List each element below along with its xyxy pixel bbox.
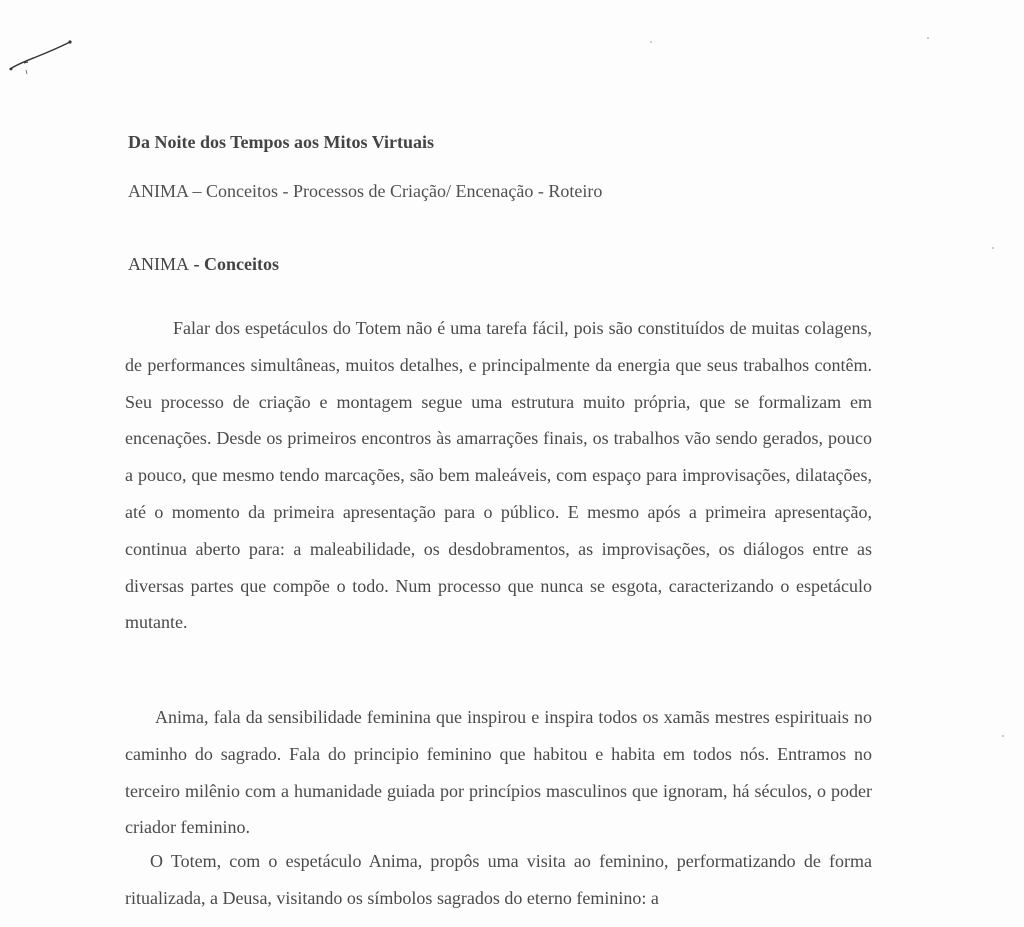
section-heading-suffix: - Conceitos	[189, 254, 279, 274]
scan-speck	[650, 41, 652, 43]
scan-speck	[992, 247, 994, 249]
section-heading	[128, 254, 279, 275]
document-title: Da Noite dos Tempos aos Mitos Virtuais	[128, 132, 435, 152]
body-paragraph: Anima, fala da sensibilidade feminina que inspirou e inspira todos os xamãs mestres espirituais no caminho do sagrado. Fala do principio feminino que habitou e habita em todos nós. Entramos no terceiro milênio com a humanidade guiada por princípios masculinos que ignoram, há séculos, o poder criador feminino.	[125, 707, 872, 838]
scan-speck	[1002, 735, 1004, 737]
body-paragraph: Falar dos espetáculos do Totem não é uma tarefa fácil, pois são constituídos de muitas colagens, de performances simultâneas, muitos detalhes, e principalmente da energia que seus trabalhos contêm. Seu processo de criação e montagem segue uma estrutura muito própria, que se formalizam em encenações. Desde os primeiros encontros às amarrações finais, os trabalhos vão sendo gerados, pouco a pouco, que mesmo tendo marcações, são bem maleáveis, com espaço para improvisações, dilatações, até o momento da primeira apresentação para o público. E mesmo após a primeira apresentação, continua aberto para: a maleabilidade, os desdobramentos, as improvisações, os diálogos entre as diversas partes que compõe o todo. Num processo que nunca se esgota, caracterizando o espetáculo mutante.	[125, 318, 872, 633]
pen-mark	[4, 36, 80, 76]
document-subtitle: ANIMA – Conceitos - Processos de Criação/ Encenação - Roteiro	[128, 181, 603, 201]
body-paragraph: O Totem, com o espetáculo Anima, propôs uma visita ao feminino, performatizando de forma ritualizada, a Deusa, visitando os símbolos sagrados do eterno feminino: a	[125, 851, 872, 908]
scan-speck	[927, 37, 929, 39]
section-heading-prefix: ANIMA	[128, 254, 189, 274]
